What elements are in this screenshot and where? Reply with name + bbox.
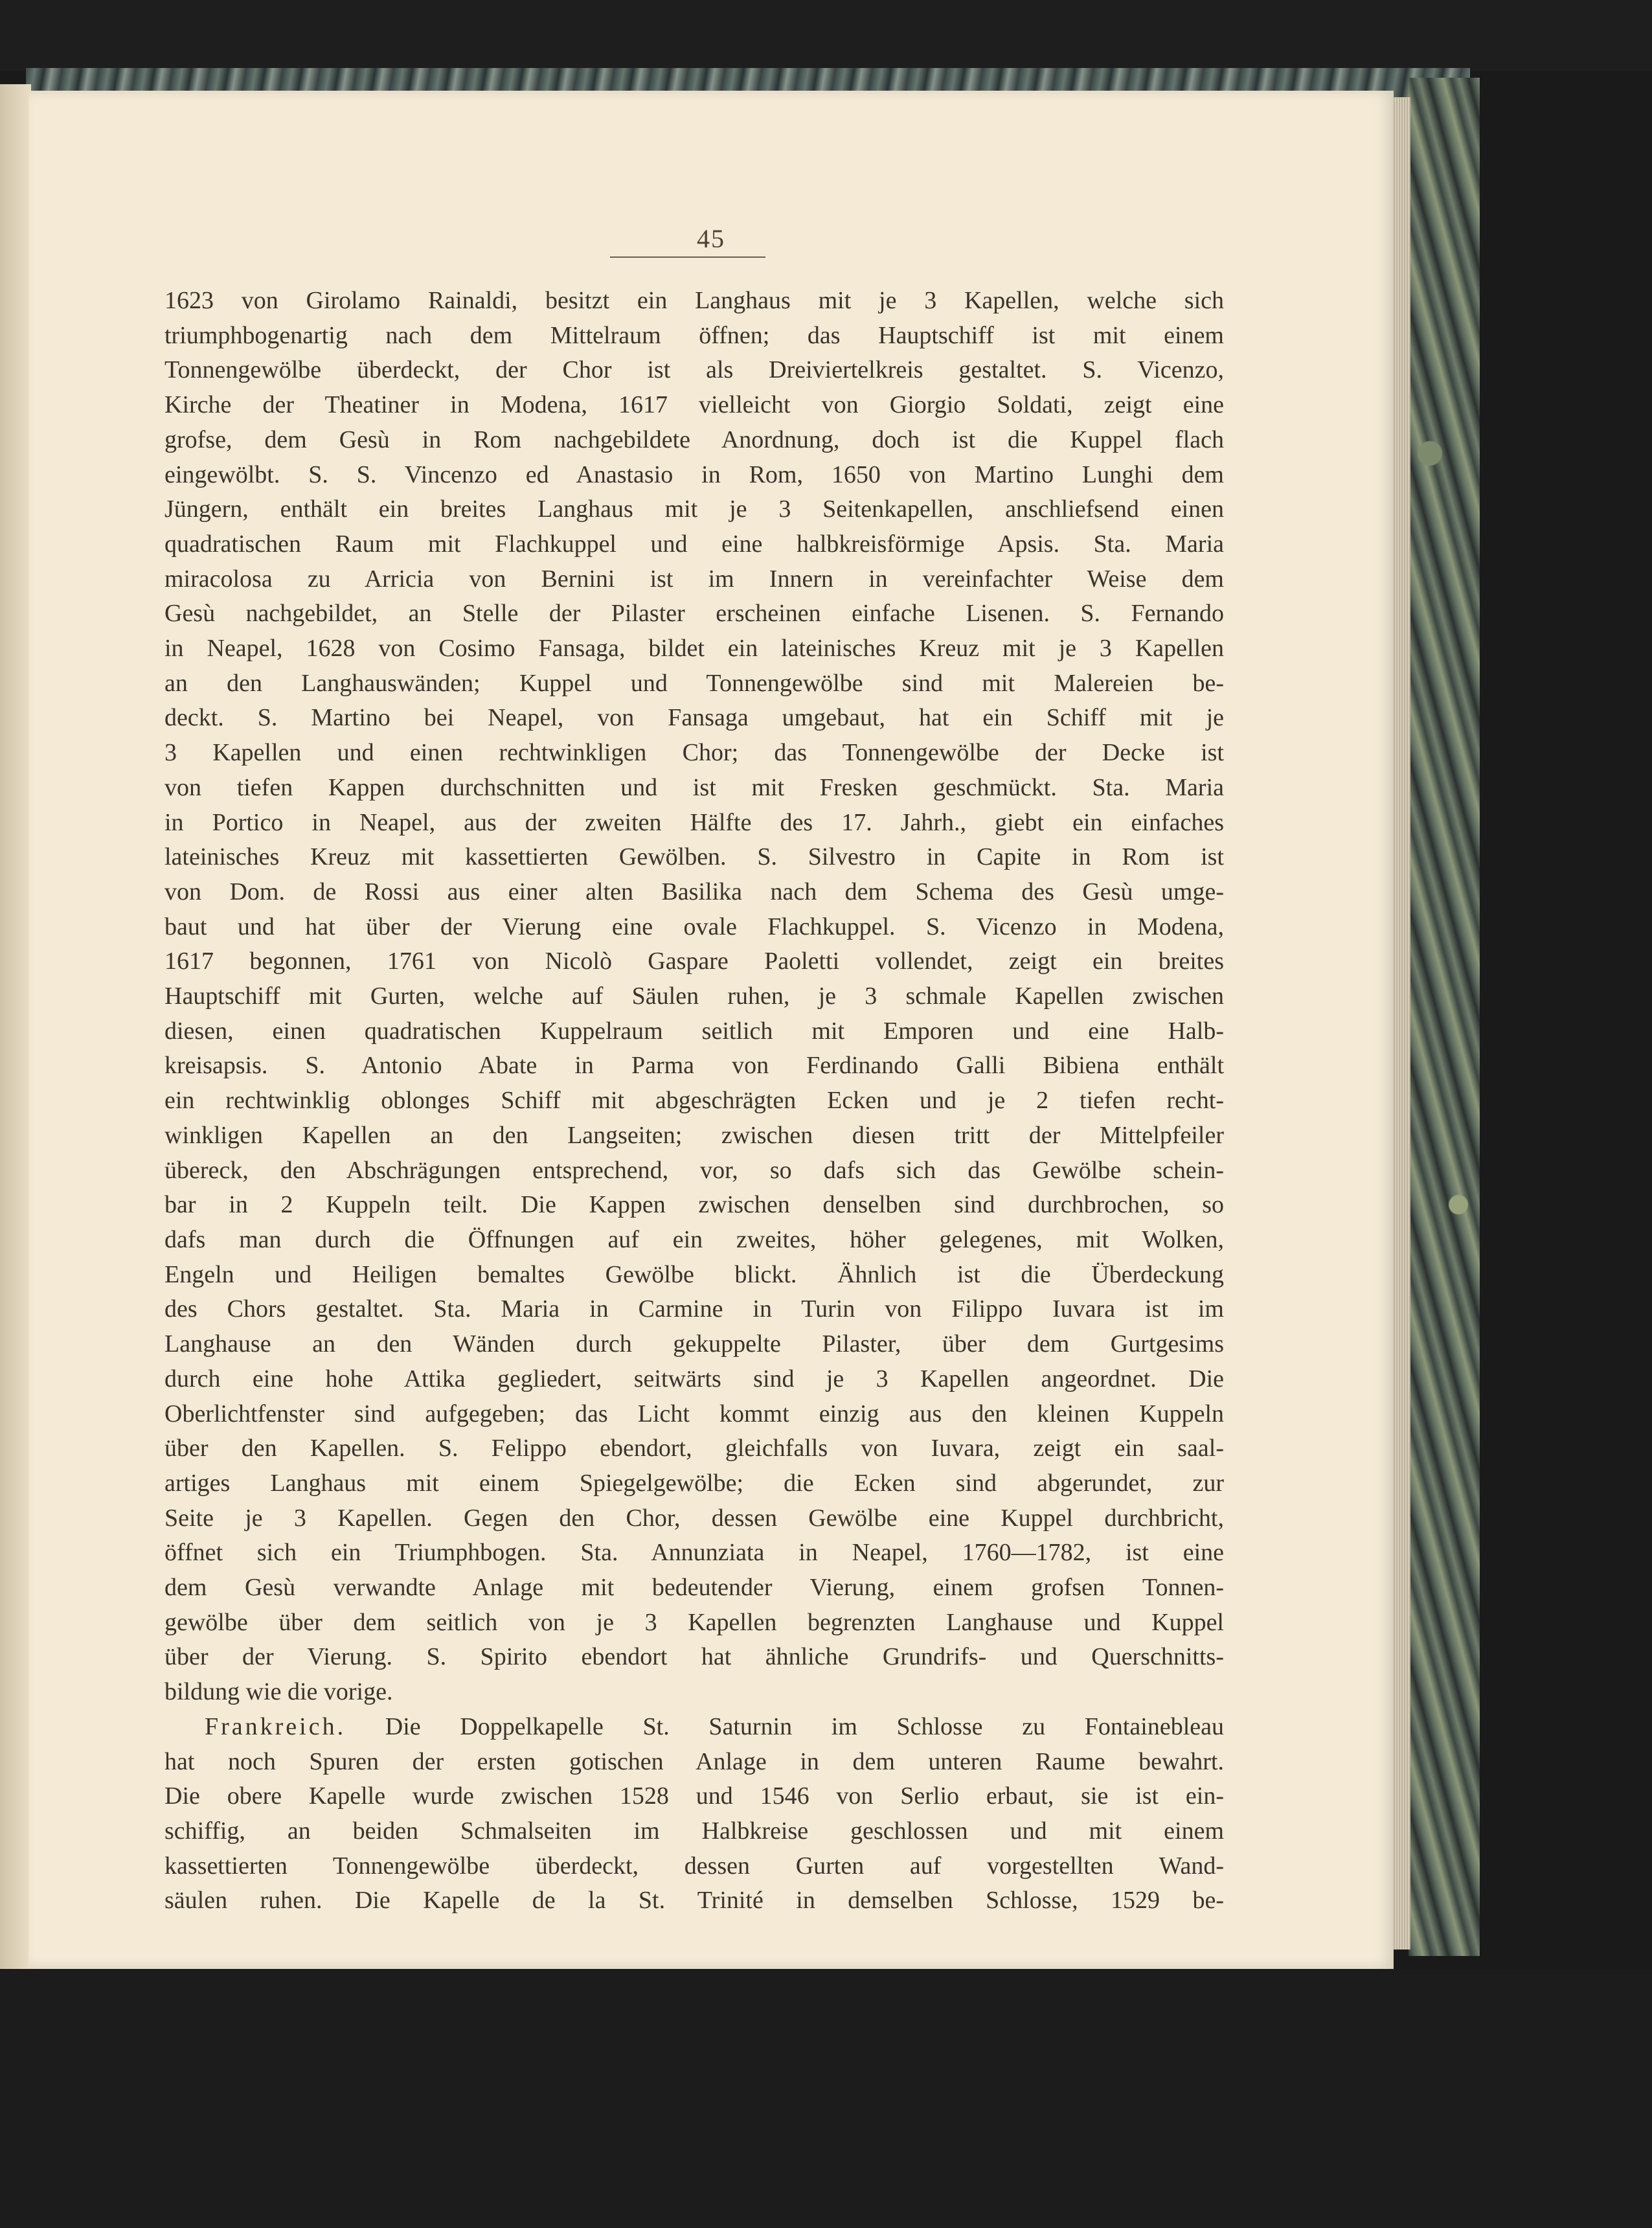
text-line: Jüngern, enthält ein breites Langhaus mit je 3 Seitenkapellen, anschliefsend einen	[164, 495, 1224, 523]
text-line: gewölbe über dem seitlich von je 3 Kapellen begrenzten Langhause und Kuppel	[164, 1608, 1224, 1636]
text-line: in Portico in Neapel, aus der zweiten Hälfte des 17. Jahrh., giebt ein einfaches	[164, 808, 1224, 836]
paragraph-first-line	[164, 1710, 1224, 1745]
text-line: kassettierten Tonnengewölbe überdeckt, dessen Gurten auf vorgestellten Wand-	[164, 1852, 1224, 1880]
body-text	[164, 284, 1224, 1918]
text-line: Hauptschiff mit Gurten, welche auf Säulen ruhen, je 3 schmale Kapellen zwischen	[164, 983, 1224, 1010]
text-line: diesen, einen quadratischen Kuppelraum seitlich mit Emporen und eine Halb-	[164, 1017, 1224, 1045]
text-line: winkligen Kapellen an den Langseiten; zwischen diesen tritt der Mittelpfeiler	[164, 1121, 1224, 1149]
text-line: übereck, den Abschrägungen entsprechend, vor, so dafs sich das Gewölbe schein-	[164, 1156, 1224, 1184]
text-line: an den Langhauswänden; Kuppel und Tonnengewölbe sind mit Malereien be-	[164, 669, 1224, 697]
text-line: 1617 begonnen, 1761 von Nicolò Gaspare Paoletti vollendet, zeigt ein breites	[164, 948, 1224, 975]
text-line: 1623 von Girolamo Rainaldi, besitzt ein Langhaus mit je 3 Kapellen, welche sich	[164, 287, 1224, 314]
text-line: schiffig, an beiden Schmalseiten im Halbkreise geschlossen und mit einem	[164, 1817, 1224, 1845]
text-line: dafs man durch die Öffnungen auf ein zweites, höher gelegenes, mit Wolken,	[164, 1225, 1224, 1253]
marbled-cover-right	[1409, 78, 1480, 1956]
text-line: über den Kapellen. S. Felippo ebendort, gleichfalls von Iuvara, zeigt ein saal-	[164, 1435, 1224, 1462]
section-heading-frankreich: Frankreich.	[205, 1712, 346, 1740]
text-line: säulen ruhen. Die Kapelle de la St. Trinité in demselben Schlosse, 1529 be-	[164, 1887, 1224, 1915]
book-page	[28, 91, 1394, 1969]
text-line: Engeln und Heiligen bemaltes Gewölbe blickt. Ähnlich ist die Überdeckung	[164, 1260, 1224, 1288]
text-line: des Chors gestaltet. Sta. Maria in Carmine in Turin von Filippo Iuvara ist im	[164, 1295, 1224, 1323]
text-line: miracolosa zu Arricia von Bernini ist im Innern in vereinfachter Weise dem	[164, 565, 1224, 593]
text-line: Langhause an den Wänden durch gekuppelte Pilaster, über dem Gurtgesims	[164, 1330, 1224, 1358]
text-line: deckt. S. Martino bei Neapel, von Fansaga umgebaut, hat ein Schiff mit je	[164, 704, 1224, 732]
text-line: ein rechtwinklig oblonges Schiff mit abgeschrägten Ecken und je 2 tiefen recht-	[164, 1087, 1224, 1115]
text-line: öffnet sich ein Triumphbogen. Sta. Annunziata in Neapel, 1760—1782, ist eine	[164, 1539, 1224, 1567]
text-line: bar in 2 Kuppeln teilt. Die Kappen zwischen denselben sind durchbrochen, so	[164, 1191, 1224, 1219]
text-line: Die obere Kapelle wurde zwischen 1528 und 1546 von Serlio erbaut, sie ist ein-	[164, 1782, 1224, 1810]
text-line: grofse, dem Gesù in Rom nachgebildete Anordnung, doch ist die Kuppel flach	[164, 426, 1224, 453]
text-line: kreisapsis. S. Antonio Abate in Parma von Ferdinando Galli Bibiena enthält	[164, 1052, 1224, 1080]
text-line: quadratischen Raum mit Flachkuppel und eine halbkreisförmige Apsis. Sta. Maria	[164, 530, 1224, 558]
text-line: lateinisches Kreuz mit kassettierten Gewölben. S. Silvestro in Capite in Rom ist	[164, 843, 1224, 871]
page-number: 45	[697, 224, 725, 253]
text-line: baut und hat über der Vierung eine ovale Flachkuppel. S. Vicenzo in Modena,	[164, 913, 1224, 940]
scanner-background-bottom	[0, 1969, 1652, 2228]
text-line: über der Vierung. S. Spirito ebendort hat ähnliche Grundrifs- und Querschnitts-	[164, 1643, 1224, 1671]
text-line: Kirche der Theatiner in Modena, 1617 vielleicht von Giorgio Soldati, zeigt eine	[164, 391, 1224, 419]
text-line: hat noch Spuren der ersten gotischen Anlage in dem unteren Raume bewahrt.	[164, 1747, 1224, 1775]
text-line: Tonnengewölbe überdeckt, der Chor ist als Dreiviertelkreis gestaltet. S. Vicenzo,	[164, 356, 1224, 384]
text-line: Oberlichtfenster sind aufgegeben; das Licht kommt einzig aus den kleinen Kuppeln	[164, 1400, 1224, 1427]
facing-page-edge	[0, 84, 31, 2228]
text-line: eingewölbt. S. S. Vincenzo ed Anastasio in Rom, 1650 von Martino Lunghi dem	[164, 460, 1224, 488]
text-line: triumphbogenartig nach dem Mittelraum öffnen; das Hauptschiff ist mit einem	[164, 321, 1224, 349]
text-line: 3 Kapellen und einen rechtwinkligen Chor; das Tonnengewölbe der Decke ist	[164, 739, 1224, 767]
text-fragment: Die Doppelkapelle St. Saturnin im Schlosse zu Fontainebleau	[385, 1712, 1224, 1740]
text-line: von tiefen Kappen durchschnitten und ist mit Fresken geschmückt. Sta. Maria	[164, 773, 1224, 801]
text-line: Gesù nachgebildet, an Stelle der Pilaster erscheinen einfache Lisenen. S. Fernando	[164, 600, 1224, 628]
text-line: artiges Langhaus mit einem Spiegelgewölbe; die Ecken sind abgerundet, zur	[164, 1469, 1224, 1497]
text-line: Seite je 3 Kapellen. Gegen den Chor, dessen Gewölbe eine Kuppel durchbricht,	[164, 1504, 1224, 1532]
text-line: von Dom. de Rossi aus einer alten Basilika nach dem Schema des Gesù umge-	[164, 878, 1224, 905]
scanner-background-top	[0, 0, 1652, 71]
page-block-edge	[1392, 97, 1410, 1950]
text-line: in Neapel, 1628 von Cosimo Fansaga, bildet ein lateinisches Kreuz mit je 3 Kapellen	[164, 635, 1224, 663]
page-number-rule	[610, 256, 765, 258]
text-line: bildung wie die vorige.	[164, 1678, 393, 1706]
text-line: dem Gesù verwandte Anlage mit bedeutender Vierung, einem grofsen Tonnen-	[164, 1574, 1224, 1602]
text-line: durch eine hohe Attika gegliedert, seitwärts sind je 3 Kapellen angeordnet. Die	[164, 1365, 1224, 1392]
